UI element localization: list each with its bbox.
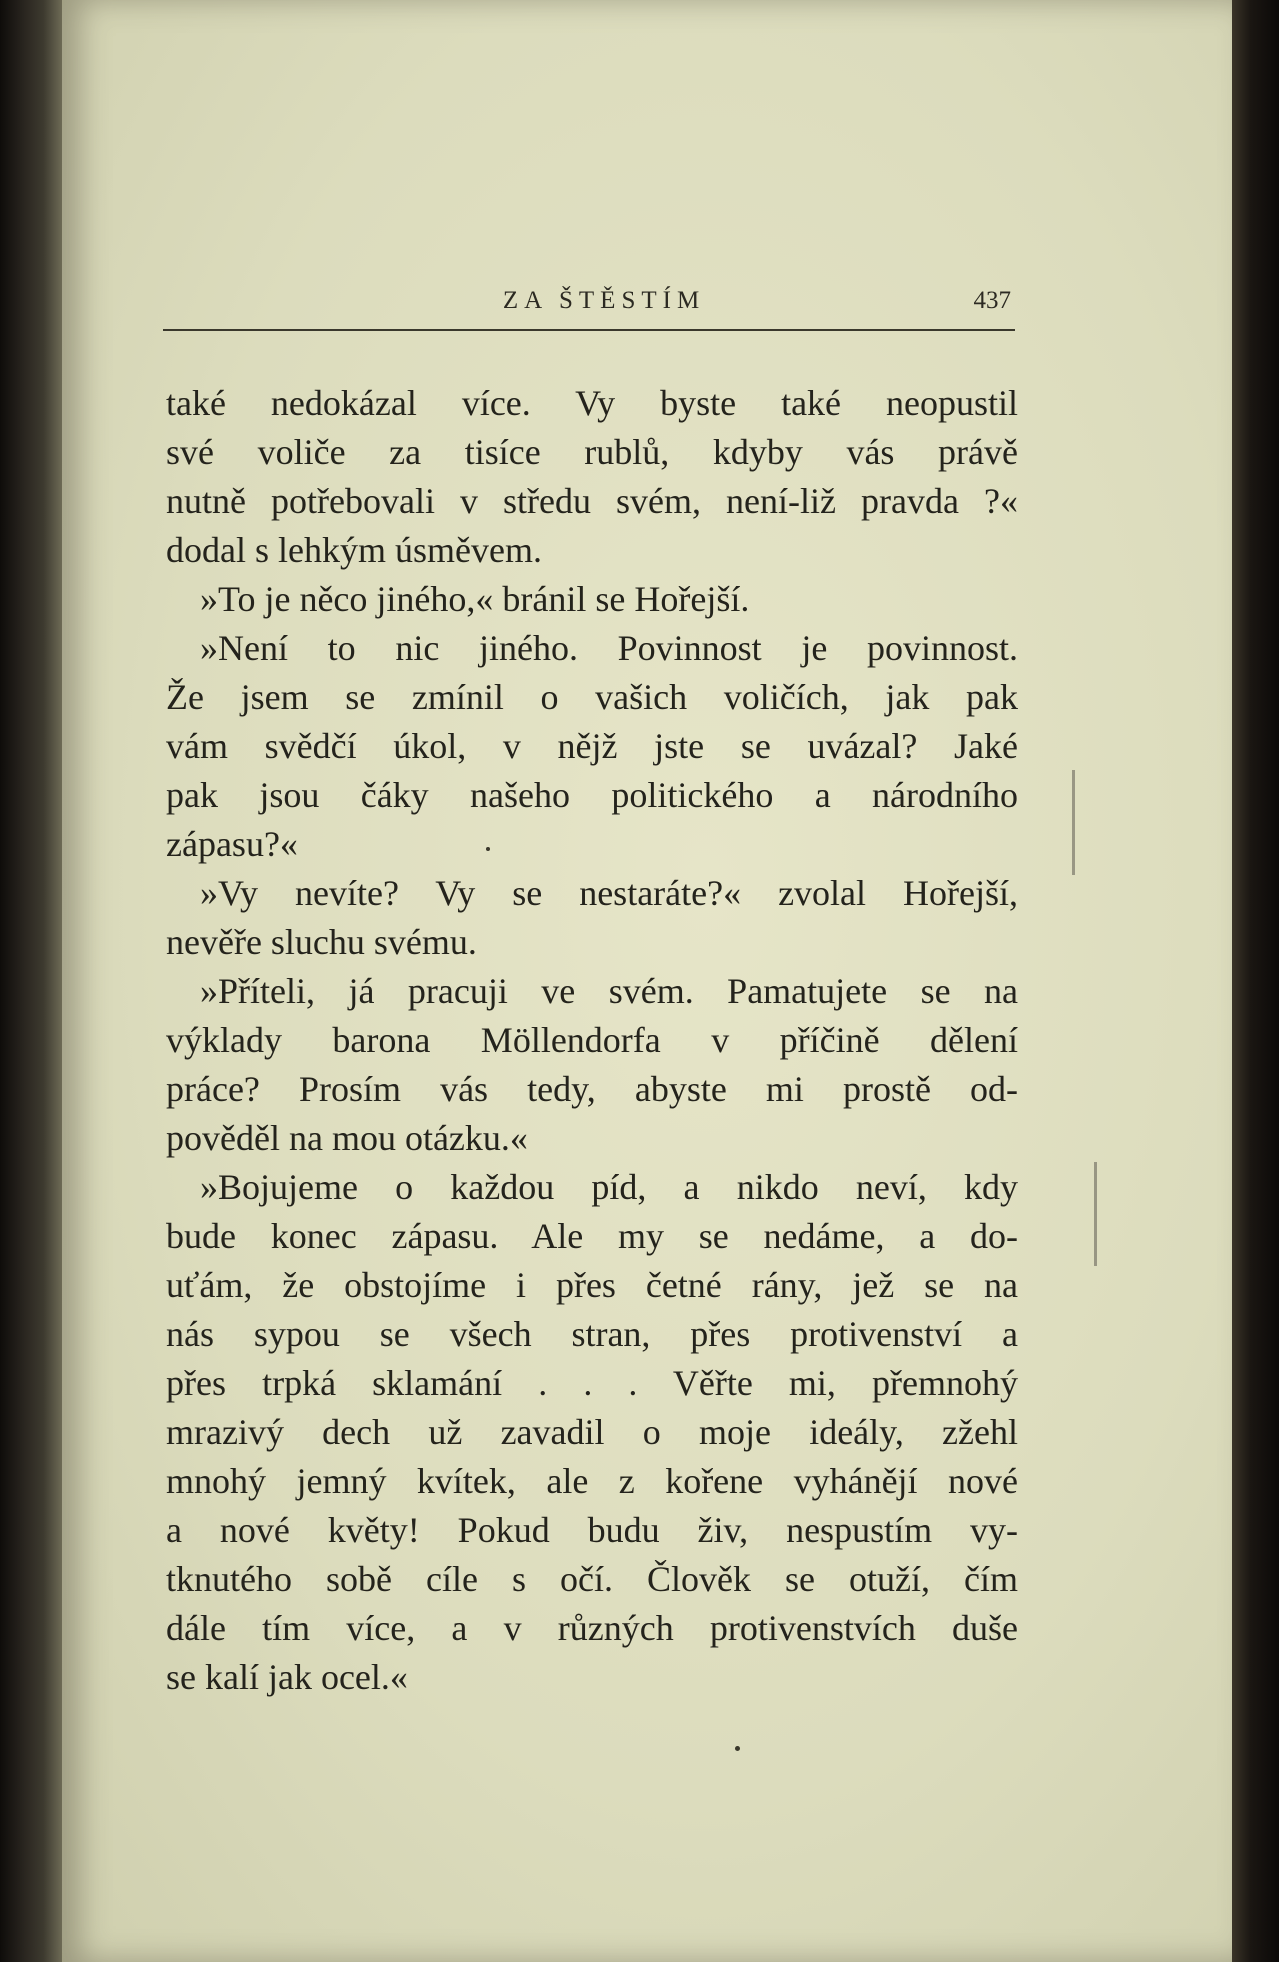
- text-line: nutně potřebovali v středu svém, není-liž pravda ?«: [166, 481, 1018, 521]
- page-right-edge: [1232, 0, 1279, 1962]
- body-text: [166, 379, 1018, 1702]
- ink-speck: [486, 847, 490, 851]
- page-number: 437: [973, 287, 1011, 314]
- text-line: práce? Prosím vás tedy, abyste mi prostě od-: [166, 1069, 1018, 1109]
- text-line: vám svědčí úkol, v nějž jste se uvázal? Jaké: [166, 726, 1018, 766]
- running-title: ZA ŠTĚSTÍM: [502, 287, 706, 314]
- text-line: »Není to nic jiného. Povinnost je povinnost.: [200, 628, 1018, 668]
- text-line: »Bojujeme o každou píd, a nikdo neví, kdy: [200, 1167, 1018, 1207]
- text-line: pak jsou čáky našeho politického a národního: [166, 775, 1018, 815]
- margin-pencil-mark: [1094, 1162, 1097, 1266]
- text-line: také nedokázal více. Vy byste také neopustil: [166, 383, 1018, 423]
- text-line: »Vy nevíte? Vy se nestaráte?« zvolal Hořejší,: [200, 873, 1018, 913]
- ink-speck: [735, 1746, 740, 1751]
- text-line: bude konec zápasu. Ale my se nedáme, a do-: [166, 1216, 1018, 1256]
- running-header: [163, 285, 1015, 331]
- text-line: Že jsem se zmínil o vašich voličích, jak pak: [166, 677, 1018, 717]
- margin-pencil-mark: [1072, 770, 1075, 875]
- text-line: »To je něco jiného,« bránil se Hořejší.: [200, 579, 750, 619]
- text-line: »Příteli, já pracuji ve svém. Pamatujete se na: [200, 971, 1018, 1011]
- text-line: tknutého sobě cíle s očí. Člověk se otuží, čím: [166, 1559, 1018, 1599]
- text-line: nevěře sluchu svému.: [166, 922, 477, 962]
- text-line: se kalí jak ocel.«: [166, 1657, 408, 1697]
- text-line: dodal s lehkým úsměvem.: [166, 530, 542, 570]
- text-line: mrazivý dech už zavadil o moje ideály, zžehl: [166, 1412, 1018, 1452]
- text-line: své voliče za tisíce rublů, kdyby vás právě: [166, 432, 1018, 472]
- text-line: mnohý jemný kvítek, ale z kořene vyhánějí nové: [166, 1461, 1018, 1501]
- text-line: přes trpká sklamání . . . Věřte mi, přemnohý: [166, 1363, 1018, 1403]
- text-line: výklady barona Möllendorfa v příčině dělení: [166, 1020, 1018, 1060]
- text-line: zápasu?«: [166, 824, 298, 864]
- text-line: a nové květy! Pokud budu živ, nespustím vy-: [166, 1510, 1018, 1550]
- book-spine-edge: [0, 0, 62, 1962]
- text-line: dále tím více, a v různých protivenstvích duše: [166, 1608, 1018, 1648]
- text-line: pověděl na mou otázku.«: [166, 1118, 528, 1158]
- text-line: nás sypou se všech stran, přes protivenství a: [166, 1314, 1018, 1354]
- text-line: uťám, že obstojíme i přes četné rány, jež se na: [166, 1265, 1018, 1305]
